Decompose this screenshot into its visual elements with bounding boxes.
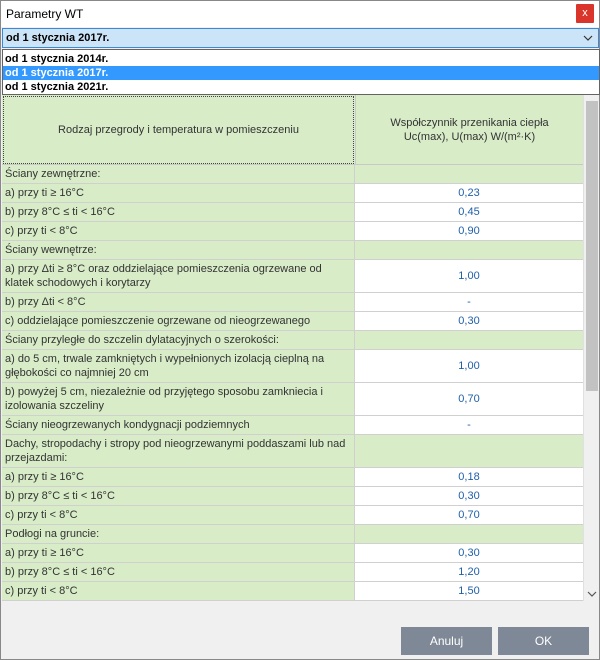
- row-label: c) przy ti < 8°C: [2, 222, 355, 240]
- row-label: Ściany przyległe do szczelin dylatacyjnych o szerokości:: [2, 331, 355, 349]
- row-value: [355, 435, 583, 467]
- table-row[interactable]: [2, 416, 583, 435]
- row-label: a) przy ti ≥ 16°C: [2, 468, 355, 486]
- row-label: b) powyżej 5 cm, niezależnie od przyjętego sposobu zamkniecia i izolowania szczeliny: [2, 383, 355, 415]
- table-row[interactable]: [2, 487, 583, 506]
- period-dropdown-list: [2, 49, 600, 95]
- row-value[interactable]: -: [355, 293, 583, 311]
- row-label: Dachy, stropodachy i stropy pod nieogrzewanymi poddaszami lub nad przejazdami:: [2, 435, 355, 467]
- period-select[interactable]: [2, 28, 599, 48]
- chevron-down-icon: [583, 33, 593, 43]
- section-row: [2, 525, 583, 544]
- row-value[interactable]: 1,50: [355, 582, 583, 600]
- row-value: [355, 331, 583, 349]
- row-value[interactable]: 0,70: [355, 506, 583, 524]
- row-value[interactable]: 0,45: [355, 203, 583, 221]
- row-value[interactable]: 1,00: [355, 350, 583, 382]
- row-label: Ściany zewnętrzne:: [2, 165, 355, 183]
- table-row[interactable]: [2, 468, 583, 487]
- row-label: c) przy ti < 8°C: [2, 506, 355, 524]
- table-row[interactable]: [2, 222, 583, 241]
- table-row[interactable]: [2, 563, 583, 582]
- row-label: Ściany nieogrzewanych kondygnacji podziemnych: [2, 416, 355, 434]
- parameters-table: [2, 95, 583, 601]
- table-row[interactable]: [2, 293, 583, 312]
- row-label: b) przy 8°C ≤ ti < 16°C: [2, 487, 355, 505]
- row-value[interactable]: 0,30: [355, 544, 583, 562]
- window-title: Parametry WT: [6, 7, 84, 21]
- table-row[interactable]: [2, 544, 583, 563]
- column-header-type: Rodzaj przegrody i temperatura w pomieszczeniu: [3, 96, 354, 164]
- dropdown-option[interactable]: od 1 stycznia 2021r.: [5, 81, 109, 93]
- row-label: Podłogi na gruncie:: [2, 525, 355, 543]
- table-row[interactable]: [2, 312, 583, 331]
- table-header: [2, 95, 583, 165]
- section-row: [2, 331, 583, 350]
- row-value[interactable]: 1,00: [355, 260, 583, 292]
- table-row[interactable]: [2, 203, 583, 222]
- row-label: b) przy 8°C ≤ ti < 16°C: [2, 563, 355, 581]
- row-value[interactable]: 0,23: [355, 184, 583, 202]
- section-row: [2, 241, 583, 260]
- column-header-value-line2: Uc(max), U(max) W/(m²·K): [403, 131, 536, 143]
- row-label: Ściany wewnętrze:: [2, 241, 355, 259]
- column-header-value-line1: Współczynnik przenikania ciepła: [390, 117, 549, 129]
- dropdown-option[interactable]: od 1 stycznia 2014r.: [5, 53, 109, 65]
- row-value[interactable]: 0,18: [355, 468, 583, 486]
- table-row[interactable]: [2, 260, 583, 293]
- table-row[interactable]: [2, 582, 583, 601]
- table-row[interactable]: [2, 184, 583, 203]
- row-value[interactable]: 0,30: [355, 487, 583, 505]
- row-value[interactable]: 1,20: [355, 563, 583, 581]
- dropdown-option[interactable]: od 1 stycznia 2017r.: [3, 66, 599, 80]
- ok-button[interactable]: OK: [498, 627, 589, 655]
- row-value[interactable]: 0,90: [355, 222, 583, 240]
- row-label: a) przy ti ≥ 16°C: [2, 184, 355, 202]
- row-value[interactable]: 0,70: [355, 383, 583, 415]
- vertical-scrollbar[interactable]: [583, 95, 599, 601]
- row-label: a) przy ti ≥ 16°C: [2, 544, 355, 562]
- row-label: a) przy Δti ≥ 8°C oraz oddzielające pomieszczenia ogrzewane od klatek schodowych i korytarzy: [2, 260, 355, 292]
- row-value[interactable]: -: [355, 416, 583, 434]
- close-button[interactable]: x: [576, 4, 594, 23]
- table-row[interactable]: [2, 350, 583, 383]
- table-row[interactable]: [2, 506, 583, 525]
- row-label: c) przy ti < 8°C: [2, 582, 355, 600]
- section-row: [2, 435, 583, 468]
- table-row[interactable]: [2, 383, 583, 416]
- row-label: a) do 5 cm, trwale zamkniętych i wypełnionych izolacją cieplną na głębokości co najmniej 20 cm: [2, 350, 355, 382]
- column-header-value: [355, 95, 583, 165]
- row-label: b) przy 8°C ≤ ti < 16°C: [2, 203, 355, 221]
- period-select-value: od 1 stycznia 2017r.: [6, 32, 110, 44]
- row-label: b) przy Δti < 8°C: [2, 293, 355, 311]
- row-label: c) oddzielające pomieszczenie ogrzewane od nieogrzewanego: [2, 312, 355, 330]
- title-bar: [1, 1, 599, 27]
- table-body: [2, 165, 583, 601]
- row-value: [355, 165, 583, 183]
- cancel-button[interactable]: Anuluj: [401, 627, 492, 655]
- section-row: [2, 165, 583, 184]
- scrollbar-thumb[interactable]: [586, 101, 598, 391]
- row-value[interactable]: 0,30: [355, 312, 583, 330]
- row-value: [355, 525, 583, 543]
- row-value: [355, 241, 583, 259]
- chevron-down-icon[interactable]: [587, 589, 597, 599]
